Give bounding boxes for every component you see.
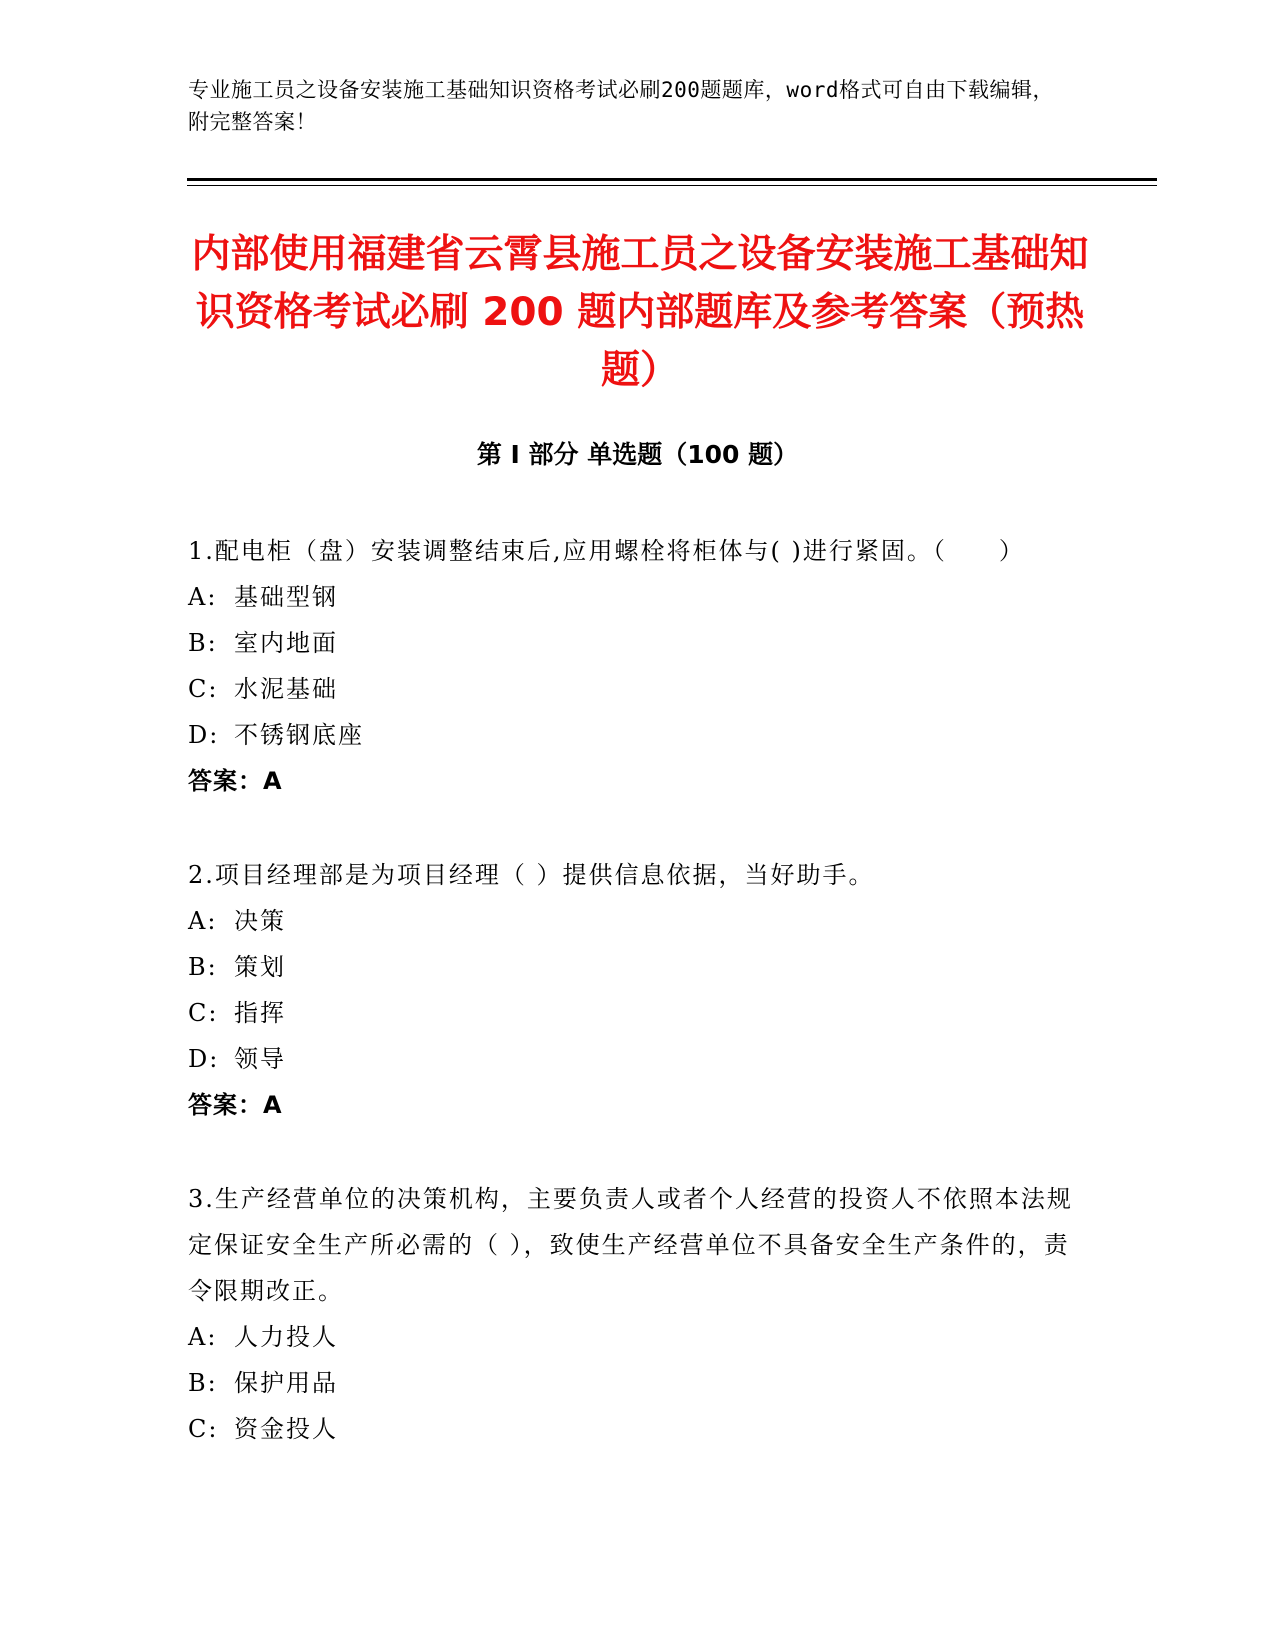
option-key: C: [188,1415,219,1443]
option-c [188,1406,1078,1452]
question-1 [188,528,1078,804]
option-text: 策划 [234,953,286,981]
question-stem: 3.生产经营单位的决策机构，主要负责人或者个人经营的投资人不依照本法规定保证安全生产所必需的（ ），致使生产经营单位不具备安全生产条件的，责令限期改正。 [188,1185,1073,1305]
option-text: 室内地面 [234,629,338,657]
option-key: D: [188,721,220,749]
option-b [188,944,1078,990]
option-key: B: [188,953,218,981]
option-key: C: [188,999,219,1027]
option-key: C: [188,675,219,703]
question-stem: 2.项目经理部是为项目经理（ ）提供信息依据，当好助手。 [188,861,875,889]
option-key: B: [188,1369,218,1397]
option-c [188,990,1078,1036]
answer-line [188,1082,1078,1128]
question-3 [188,1176,1078,1452]
answer-value: A [263,1091,283,1119]
option-key: A: [188,907,218,935]
option-text: 水泥基础 [234,675,338,703]
document-title: 内部使用福建省云霄县施工员之设备安装施工基础知识资格考试必刷 200 题内部题库及参考答案（预热题） [191,232,1089,393]
question-2 [188,852,1078,1128]
option-key: D: [188,1045,220,1073]
option-text: 基础型钢 [234,583,338,611]
question-stem: 1.配电柜（盘）安装调整结束后,应用螺栓将柜体与( )进行紧固。（ ） [188,537,1025,565]
option-text: 领导 [234,1045,286,1073]
option-text: 保护用品 [234,1369,338,1397]
question-list [188,528,1078,1500]
option-a [188,898,1078,944]
answer-value: A [263,767,283,795]
answer-line [188,758,1078,804]
option-text: 资金投人 [234,1415,338,1443]
option-key: B: [188,629,218,657]
option-key: A: [188,1323,218,1351]
option-a [188,1314,1078,1360]
header-note: 专业施工员之设备安装施工基础知识资格考试必刷200题题库，word格式可自由下载编辑，附完整答案！ [188,78,1054,134]
answer-label: 答案： [188,767,263,795]
option-d [188,712,1078,758]
option-text: 不锈钢底座 [234,721,364,749]
option-a [188,574,1078,620]
option-b [188,620,1078,666]
header-rule-thick [187,178,1157,181]
answer-label: 答案： [188,1091,263,1119]
option-key: A: [188,583,218,611]
section-heading: 第 I 部分 单选题（100 题） [476,440,799,469]
option-text: 决策 [234,907,286,935]
header-rule-thin [187,185,1157,186]
option-text: 人力投人 [234,1323,338,1351]
option-text: 指挥 [234,999,286,1027]
option-c [188,666,1078,712]
option-b [188,1360,1078,1406]
option-d [188,1036,1078,1082]
